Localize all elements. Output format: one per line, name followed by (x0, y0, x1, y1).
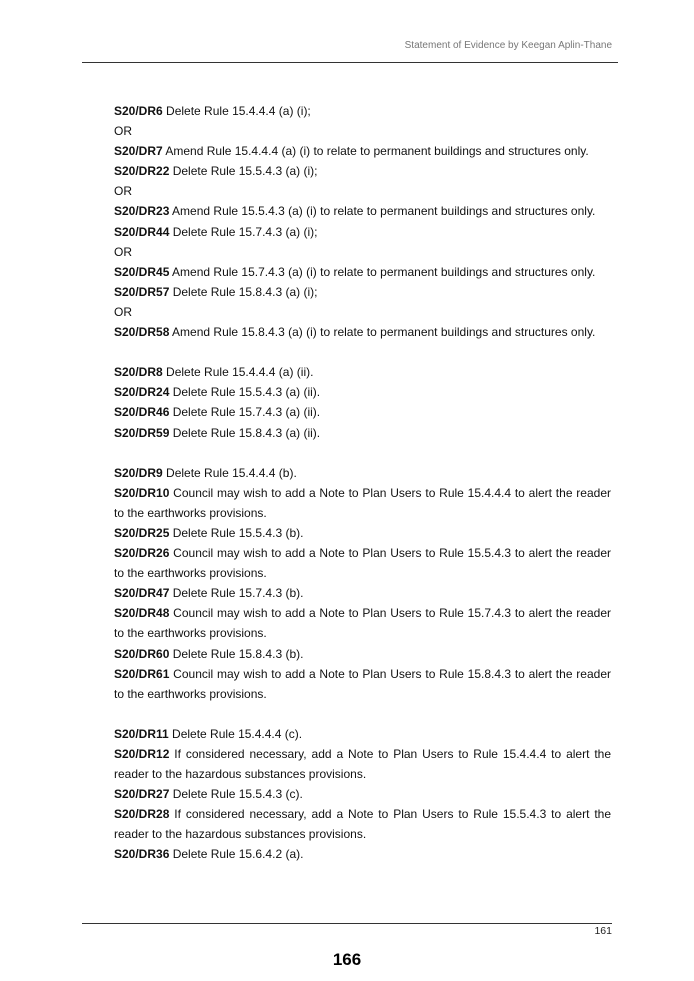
header-divider (82, 62, 618, 63)
spacer (114, 443, 611, 463)
running-header: Statement of Evidence by Keegan Aplin-Thane (404, 40, 612, 51)
submission-code: S20/DR47 (114, 586, 170, 601)
submission-code: S20/DR11 (114, 726, 169, 741)
page-number: 161 (594, 925, 612, 937)
spacer (114, 342, 611, 362)
paragraph (114, 141, 611, 161)
paragraph (114, 483, 611, 523)
submission-code: S20/DR10 (114, 485, 170, 500)
paragraph (114, 644, 611, 664)
footer-divider (82, 923, 612, 924)
submission-code: S20/DR7 (114, 144, 163, 159)
submission-code: S20/DR46 (114, 405, 170, 420)
paragraph-text: Delete Rule 15.5.4.3 (b). (169, 525, 304, 540)
paragraph (114, 784, 611, 804)
paragraph-text: Delete Rule 15.8.4.3 (a) (ii). (169, 425, 321, 440)
paragraph-text: Delete Rule 15.4.4.4 (c). (168, 726, 303, 741)
submission-code: S20/DR48 (114, 606, 170, 621)
paragraph (114, 402, 611, 422)
paragraph (114, 181, 611, 201)
submission-code: S20/DR57 (114, 284, 170, 299)
paragraph-text: Delete Rule 15.7.4.3 (a) (ii). (169, 405, 321, 420)
paragraph (114, 161, 611, 181)
paragraph-text: If considered necessary, add a Note to Plan Users to Rule 15.5.4.3 to alert the reader to the hazardous substances provisions. (114, 807, 611, 842)
paragraph-text: Delete Rule 15.8.4.3 (b). (169, 646, 304, 661)
submission-code: S20/DR22 (114, 164, 170, 179)
paragraph-text: Delete Rule 15.7.4.3 (b). (169, 586, 304, 601)
paragraph (114, 302, 611, 322)
paragraph (114, 423, 611, 443)
paragraph-text: Delete Rule 15.5.4.3 (a) (ii). (169, 385, 321, 400)
paragraph-text: Delete Rule 15.8.4.3 (a) (i); (169, 284, 318, 299)
paragraph-text: Delete Rule 15.4.4.4 (b). (162, 465, 297, 480)
paragraph (114, 382, 611, 402)
submission-code: S20/DR58 (114, 325, 170, 340)
paragraph-text: Delete Rule 15.5.4.3 (a) (i); (169, 164, 318, 179)
submission-code: S20/DR36 (114, 847, 170, 862)
submission-code: S20/DR60 (114, 646, 170, 661)
paragraph-text: Amend Rule 15.8.4.3 (a) (i) to relate to permanent buildings and structures only. (169, 325, 596, 340)
paragraph (114, 583, 611, 603)
paragraph-text: Council may wish to add a Note to Plan Users to Rule 15.8.4.3 to alert the reader to the earthworks provisions. (114, 666, 611, 701)
paragraph (114, 201, 611, 221)
paragraph-text: OR (114, 304, 132, 319)
paragraph (114, 463, 611, 483)
submission-code: S20/DR26 (114, 546, 170, 561)
submission-code: S20/DR44 (114, 224, 170, 239)
paragraph-text: Council may wish to add a Note to Plan Users to Rule 15.5.4.3 to alert the reader to the earthworks provisions. (114, 546, 611, 581)
paragraph (114, 121, 611, 141)
paragraph-text: Council may wish to add a Note to Plan Users to Rule 15.4.4.4 to alert the reader to the earthworks provisions. (114, 485, 611, 520)
paragraph (114, 804, 611, 844)
submission-code: S20/DR27 (114, 787, 170, 802)
paragraph (114, 242, 611, 262)
paragraph (114, 724, 611, 744)
submission-code: S20/DR6 (114, 104, 163, 118)
paragraph (114, 222, 611, 242)
paragraph (114, 523, 611, 543)
submission-code: S20/DR8 (114, 365, 163, 380)
paragraph-text: OR (114, 124, 132, 139)
paragraph (114, 844, 611, 864)
submission-code: S20/DR24 (114, 385, 170, 400)
paragraph-text: Delete Rule 15.5.4.3 (c). (169, 787, 303, 802)
submission-code: S20/DR28 (114, 807, 170, 822)
paragraph (114, 744, 611, 784)
paragraph-text: Amend Rule 15.7.4.3 (a) (i) to relate to permanent buildings and structures only. (169, 264, 596, 279)
spacer (114, 704, 611, 724)
paragraph-text: Amend Rule 15.5.4.3 (a) (i) to relate to permanent buildings and structures only. (169, 204, 596, 219)
submission-code: S20/DR25 (114, 525, 170, 540)
bundle-page-number: 166 (332, 950, 362, 969)
submission-code: S20/DR61 (114, 666, 170, 681)
paragraph-text: Delete Rule 15.7.4.3 (a) (i); (169, 224, 318, 239)
paragraph-text: If considered necessary, add a Note to Plan Users to Rule 15.4.4.4 to alert the reader to the hazardous substances provisions. (114, 747, 611, 782)
paragraph (114, 362, 611, 382)
paragraph (114, 101, 611, 121)
submission-code: S20/DR45 (114, 264, 170, 279)
paragraph-text: OR (114, 184, 132, 199)
submission-code: S20/DR23 (114, 204, 170, 219)
paragraph (114, 282, 611, 302)
paragraph-text: Amend Rule 15.4.4.4 (a) (i) to relate to permanent buildings and structures only. (162, 144, 589, 159)
paragraph (114, 603, 611, 643)
submission-code: S20/DR59 (114, 425, 170, 440)
submission-code: S20/DR9 (114, 465, 163, 480)
paragraph (114, 543, 611, 583)
paragraph (114, 664, 611, 704)
paragraph (114, 262, 611, 282)
document-body (114, 101, 611, 865)
paragraph-text: OR (114, 244, 132, 259)
paragraph-text: Delete Rule 15.4.4.4 (a) (i); (162, 104, 311, 118)
paragraph-text: Delete Rule 15.4.4.4 (a) (ii). (162, 365, 314, 380)
paragraph-text: Council may wish to add a Note to Plan Users to Rule 15.7.4.3 to alert the reader to the earthworks provisions. (114, 606, 611, 641)
paragraph (114, 322, 611, 342)
paragraph-text: Delete Rule 15.6.4.2 (a). (169, 847, 304, 862)
submission-code: S20/DR12 (114, 747, 170, 761)
